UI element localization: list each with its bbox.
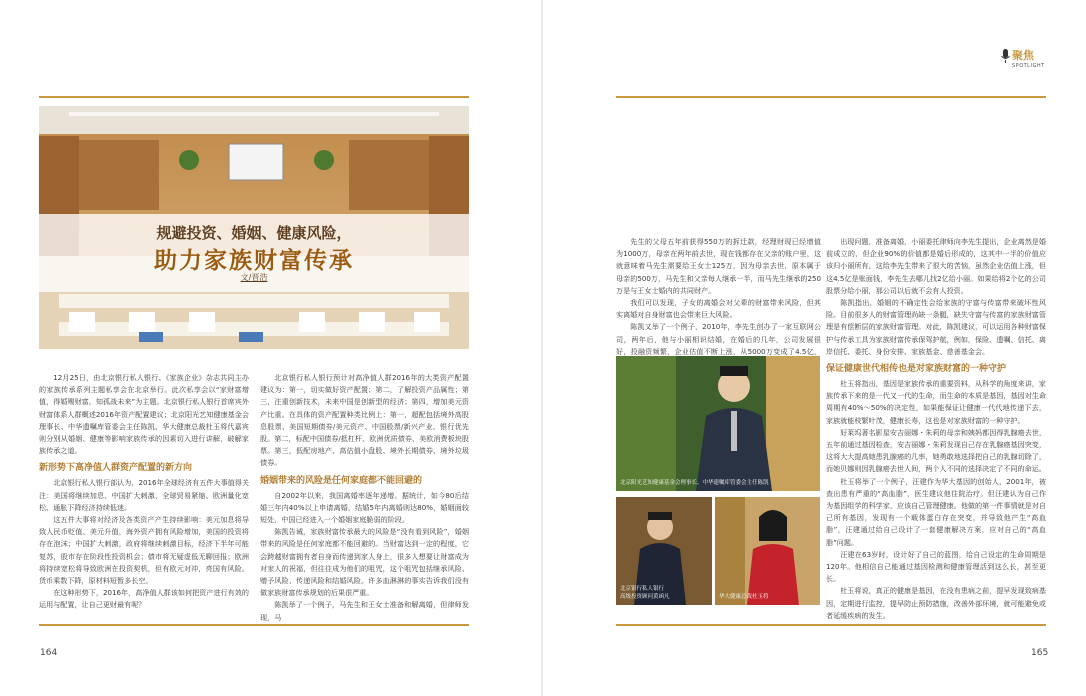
- photo-caption: 北京银行私人银行 高级投资顾问黄函凡: [620, 586, 670, 600]
- page-number: 164: [40, 648, 58, 658]
- paragraph: 北京银行私人银行预计对高净值人群2016年的大类资产配置建议为：第一，切实做好资产配置；第二，了解投资产品属性；第三，注重创新技术，未来中国是创新型的经济；第四，增加美元资产比重。在具体的资产配置种类比例上：第一，超配包括境外高股息股票、美国短期债券/美元资产、中国股票/新兴产业、银行优先股。第二，标配中国债券/抵杠杆、欧洲优质债券、美欧消费板块股票。第三，低配房地产、高估值小盘股、境外长期债券、境外垃圾债券。: [260, 373, 469, 468]
- bottom-rule: [39, 624, 469, 626]
- left-column-1: [39, 372, 249, 634]
- paragraph: 12月25日，由北京银行私人银行、《家族企业》杂志共同主办的家族传承系列主题私享会在北京举行。此次私享会以“家财富增值，得婚赐财富，知孤战未来”为主题。北京银行私人银行首席宾外财富体系人群概述2016年资产配置建议；北京阳光艺知健康基金会理事长、中华遗嘱库管委会主任陈凯、华大健康总裁杜玉将代嘉宾则分别从婚姻、健康等影响家族传承的因素切入进行讲解，破解家族传承之道。: [39, 373, 249, 456]
- article-title-line1: 规避投资、婚姻、健康风险，: [156, 224, 352, 242]
- speaker-photo-left: [616, 497, 712, 605]
- speaker-illustration: [715, 497, 820, 605]
- paragraph: 陈凯举了一个例子，马先生和王女士准备和解离婚，但律师发现，马: [260, 600, 469, 622]
- speaker-illustration: [616, 356, 820, 491]
- photo-caption: 北京阳光艺知健康基金会理事长、中华遗嘱库管委会主任陈凯: [620, 480, 769, 486]
- hero-photo: [39, 106, 469, 349]
- section-label-en: SPOTLIGHT: [1012, 63, 1045, 69]
- paragraph: 杜玉将说，真正的健康是基因，在没有患病之前，提早发现致病基因，定期进行监控，提早防止预防措施，改善外部环境，就可能避免或者延缓疾病的发生。: [826, 586, 1046, 620]
- top-rule: [39, 96, 469, 98]
- paragraph: 先生的父母五年前获得550万的拆迁款，经理财现已经增值为1000万，母亲在两年前去世，现在钱都存在父亲的账户里，这就意味着马先生需要给王女士125万，因为母亲去世，原本属于母亲的500万，马先生和父亲每人继承一半，而马先生继承的250万是与王女士婚内的共同财产。: [616, 237, 821, 295]
- paragraph: 杜玉将指出，基因是家族传承的重要资料，从科学的角度来讲，家族传承下来的是一代又一代的生命，而生命的本质是基因，基因对生命周期有40%～50%的决定性，如果能保证让健康一代代地传递下去，家族就能枝繁叶茂，健康长寿，这也是对家族财富的一种守护。: [826, 379, 1046, 425]
- paragraph: 北京银行私人银行部认为，2016年全球经济有五件大事值得关注：美国将继续加息、中国扩大刺激、全球贸易紧缩、欧洲量化宽松、通胀下降经济持续低迷。: [39, 478, 249, 512]
- paragraph: 自2002年以来，我国离婚率逐年递增。据统计，如今80后结婚三年内40%以上申请离婚，结婚5年内离婚则达80%，婚姻面较短处，中国已经进入一个婚姻家庭脆弱的阶段。: [260, 490, 469, 525]
- paragraph: 陈凯指出，婚姻的不确定性会给家族的守富与传富带来破坏性风险。目前很多人的财富管理尚缺一条腿，缺失守富与传富的家族财富管理是有偿断层的家族财富管理。对此，陈凯建议，可以运用各种财富保护与传承工具为家族财富传承保驾护航，例如，保险、遗嘱、信托、离岸信托、委托、身份安排、家族基金、慈善基金会。: [826, 298, 1046, 356]
- section-label: [1012, 47, 1045, 69]
- section-heading: 保证健康世代相传也是对家族财富的一种守护: [826, 364, 1007, 375]
- paragraph: 在这种形势下，2016年，高净值人群该如何把资产进行有效的运用与配置，让自己更财最有呢？: [39, 588, 249, 610]
- article-byline: 文/晋浩: [240, 273, 268, 282]
- speaker-photo-right: [715, 497, 820, 605]
- right-page: [543, 0, 1086, 696]
- photo-caption: 华大健康总裁杜玉将: [719, 594, 769, 600]
- section-heading: 婚姻带来的风险是任何家庭都不能回避的: [260, 475, 423, 486]
- paragraph: 陈凯告诫，家族财富传承最大的风险是“没有看到风险”，婚姻带来的风险是任何家庭都不能回避的。当财富达到一定的程度，它会跨越财富拥有者自身而传递到家人身上，很多人想要让财富成为对家人的祝福，但往往成为他们的咀咒，这个咀咒包括继承风险、赠予风险、传递风险和结婚风险。许多血淋淋的事实告诉我们没有做家族财富传承规划的后果很严重。: [260, 527, 469, 598]
- paragraph: 出现问题，准备离婚，小丽委托律师向李先生提出，企业离然是婚前成立的，但企业90%的价值都是婚后形成的，这其中一半的价值应该归小丽所有，这给李先生带来了很大的苦恼，虽然企业估值上涨，但这4.5亿是账面钱，李先生去哪儿找2亿给小丽。如果给将2个亿的公司股票分给小丽，那公司以后就不会有人投资。: [826, 237, 1046, 295]
- paragraph: 这五件大事将对经济及各类资产产生持续影响：美元加息将导致人民币贬值、美元升值，海外资产拥有风险增加，美国的投资将存在泡沫；中国扩大刺激，政府将继续刺激目标，经济下半年可能复苏，股市存在阶段性投资机会；债市将无疑虚低无聊回报；欧洲将持续宽松将导致欧洲在投资契机，但有欧元对冲，亮国有风险。货币乘数下降，原材料短暂多长空。: [39, 515, 249, 586]
- paragraph: 好莱坞著名影星安吉丽娜・朱莉的母亲和姨妈都因得乳腺癌去世，五年前通过基因检查，安吉丽娜・朱莉发现自己存在乳腺癌基因突变，这将大大提高她患乳腺癌的几率，她勇敢地选择把自己的乳腺切除了，而她贝娜则因乳腺癌去世人间，两个人不同的选择决定了不同的命运。: [826, 427, 1046, 474]
- right-column-2: [826, 236, 1046, 636]
- bottom-rule: [616, 624, 1046, 626]
- paragraph: 汪建在63岁时，设计好了自己的蓝图，给自己设定的生命周期是120年。他相信自己能通过基因检测和健康管理活到这么长，甚至更长。: [826, 549, 1046, 584]
- left-column-2: [260, 372, 469, 634]
- right-column-1: [616, 236, 821, 356]
- paragraph: 陈凯又举了一个例子，2010年，李先生创办了一家互联网公司，两年后，他与小丽相识结婚，在婚后的几年，公司发展很好，投融资频繁，企业估值不断上涨，从5000万变成了4.5亿，: [616, 322, 821, 356]
- section-label-cn: 聚焦: [1012, 49, 1034, 62]
- page-number: 165: [1031, 648, 1049, 658]
- paragraph: 杜玉将举了一个例子，汪建作为华大基因的创始人，2001年，被查出患有严重的“高血脂”，医生建议他住院治疗。但汪建认为自己作为基因组学的科学家，应该自己管理健康。他做的第一件事情就是对自己所有基因，发现有一个载体蛋白存在突变，并导致他产生“高血脂”，汪建通过给自己设计了一套健康解决方案，应对自己的“高血脂”问题。: [826, 476, 1046, 547]
- paragraph: 我们可以发现，子女的离婚会对父辈的财富带来风险，但其实离婚对自身财富也会带来巨大风险。: [616, 298, 821, 320]
- microphone-icon: [1001, 49, 1010, 64]
- top-rule: [616, 96, 1046, 98]
- speaker-photo-main: [616, 356, 820, 491]
- article-title-line2: 助力家族财富传承: [154, 247, 354, 274]
- section-heading: 新形势下高净值人群资产配置的新方向: [39, 463, 193, 474]
